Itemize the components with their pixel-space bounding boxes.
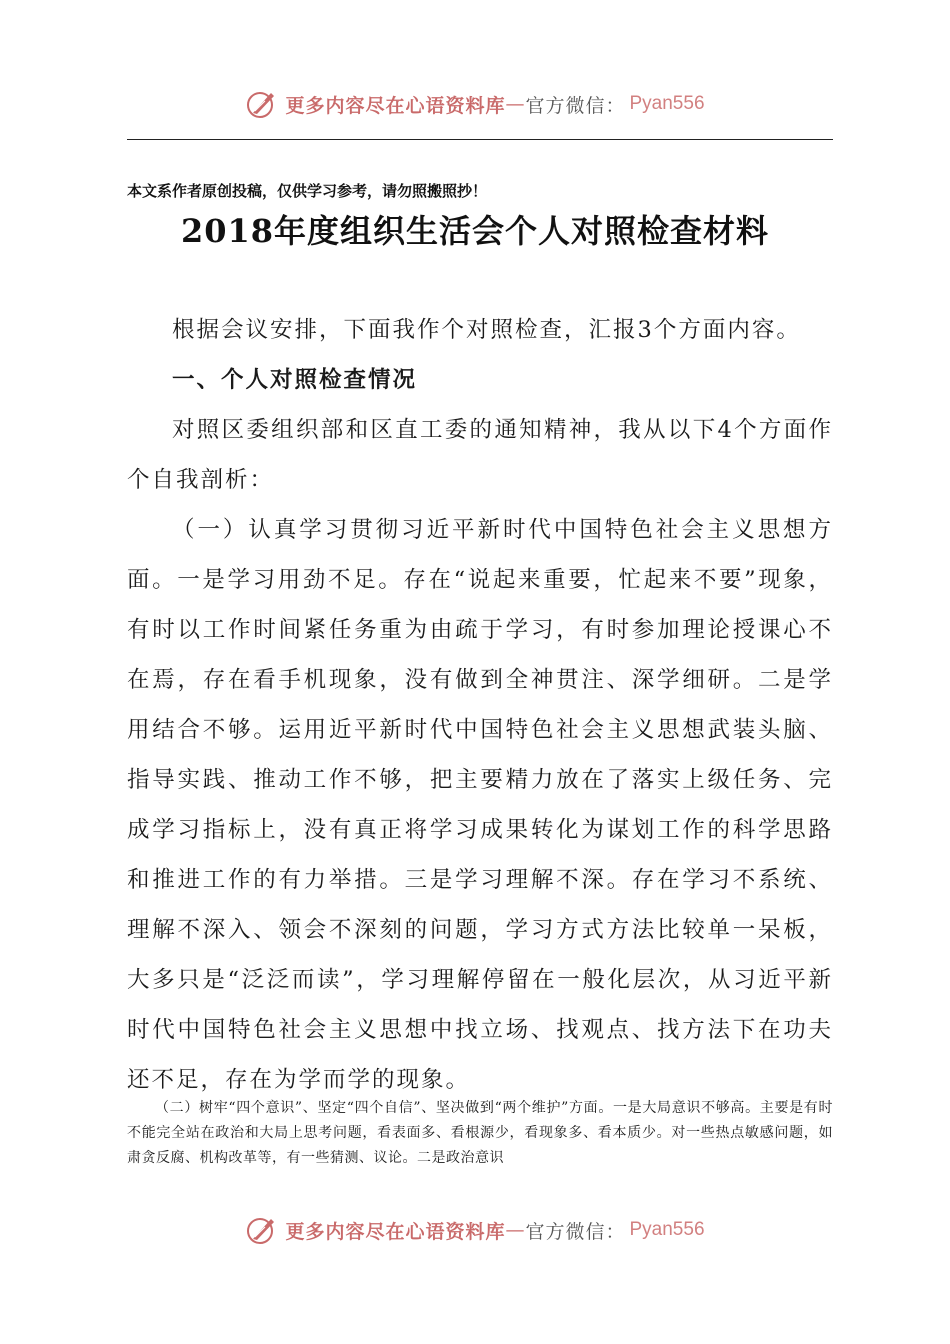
section-heading: 一、个人对照检查情况 xyxy=(172,367,418,392)
footer-wechat-id: Pyan556 xyxy=(629,1219,705,1240)
header-brand-text: 更多内容尽在心语资料库 xyxy=(285,94,506,117)
quill-pen-circle-icon xyxy=(245,1213,279,1247)
header-wechat-id: Pyan556 xyxy=(629,93,705,114)
footer-wechat-label: 官方微信： xyxy=(525,1220,626,1243)
header-wechat-label: 官方微信： xyxy=(525,94,626,117)
header-separator: — xyxy=(505,93,526,115)
item-one-paragraph: （一）认真学习贯彻习近平新时代中国特色社会主义思想方面。一是学习用劲不足。存在“说起来重要，忙起来不要”现象，有时以工作时间紧任务重为由疏于学习，有时参加理论授课心不在焉，存在看手机现象，没有做到全神贯注、深学细研。二是学用结合不够。运用近平新时代中国特色社会主义思想武装头脑、指导实践、推动工作不够，把主要精力放在了落实上级任务、完成学习指标上，没有真正将学习成果转化为谋划工作的科学思路和推进工作的有力举措。三是学习理解不深。存在学习不系统、理解不深入、领会不深刻的问题，学习方式方法比较单一呆板，大多只是“泛泛而读”，学习理解停留在一般化层次，从习近平新时代中国特色社会主义思想中找立场、找观点、找方法下在功夫还不足，存在为学而学的现象。 xyxy=(127,517,833,1093)
quill-pen-circle-icon xyxy=(245,87,279,121)
header-divider xyxy=(127,139,833,140)
footer-separator: — xyxy=(505,1219,526,1241)
footer-watermark xyxy=(0,1210,950,1250)
footer-brand-text: 更多内容尽在心语资料库 xyxy=(285,1220,506,1243)
document-title: 2018年度组织生活会个人对照检查材料 xyxy=(180,212,770,250)
copyright-notice: 本文系作者原创投稿，仅供学习参考，请勿照搬照抄！ xyxy=(127,182,488,200)
header-watermark xyxy=(0,84,950,124)
intro-paragraph: 根据会议安排，下面我作个对照检查，汇报3个方面内容。 xyxy=(172,317,801,343)
item-two-paragraph: （二）树牢“四个意识”、坚定“四个自信”、坚决做到“两个维护”方面。一是大局意识不够高。主要是有时不能完全站在政治和大局上思考问题，看表面多、看根源少，看现象多、看本质少。对一些热点敏感问题，如肃贪反腐、机构改革等，有一些猜测、议论。二是政治意识 xyxy=(127,1100,833,1166)
section-intro-paragraph: 对照区委组织部和区直工委的通知精神，我从以下4个方面作个自我剖析： xyxy=(127,417,833,493)
